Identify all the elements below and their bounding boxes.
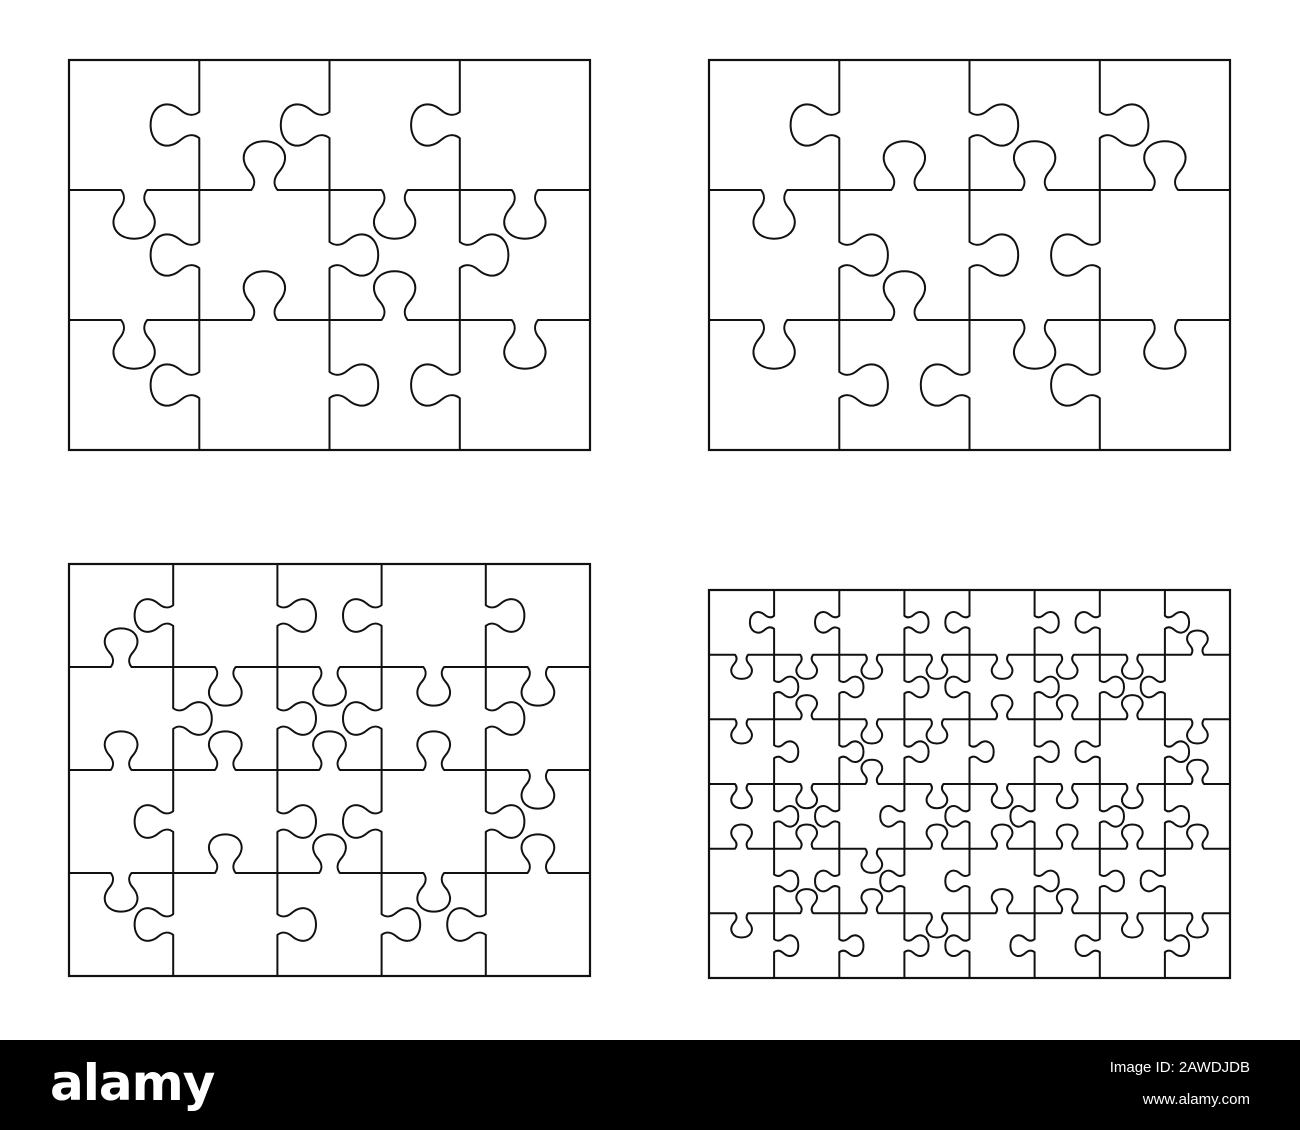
puzzle-8x6 — [709, 590, 1230, 978]
site-url: www.alamy.com — [1142, 1091, 1250, 1108]
puzzle-4x3-variant — [709, 60, 1230, 450]
stock-logo: alamy — [50, 1054, 215, 1112]
puzzle-5x4 — [69, 564, 590, 976]
puzzle-frame — [709, 60, 1230, 450]
puzzle-4x3 — [69, 60, 590, 450]
watermark-footer — [0, 1040, 1300, 1130]
image-id: Image ID: 2AWDJDB — [1109, 1059, 1250, 1076]
image-id-block — [1110, 1058, 1250, 1110]
puzzle-frame — [69, 60, 590, 450]
